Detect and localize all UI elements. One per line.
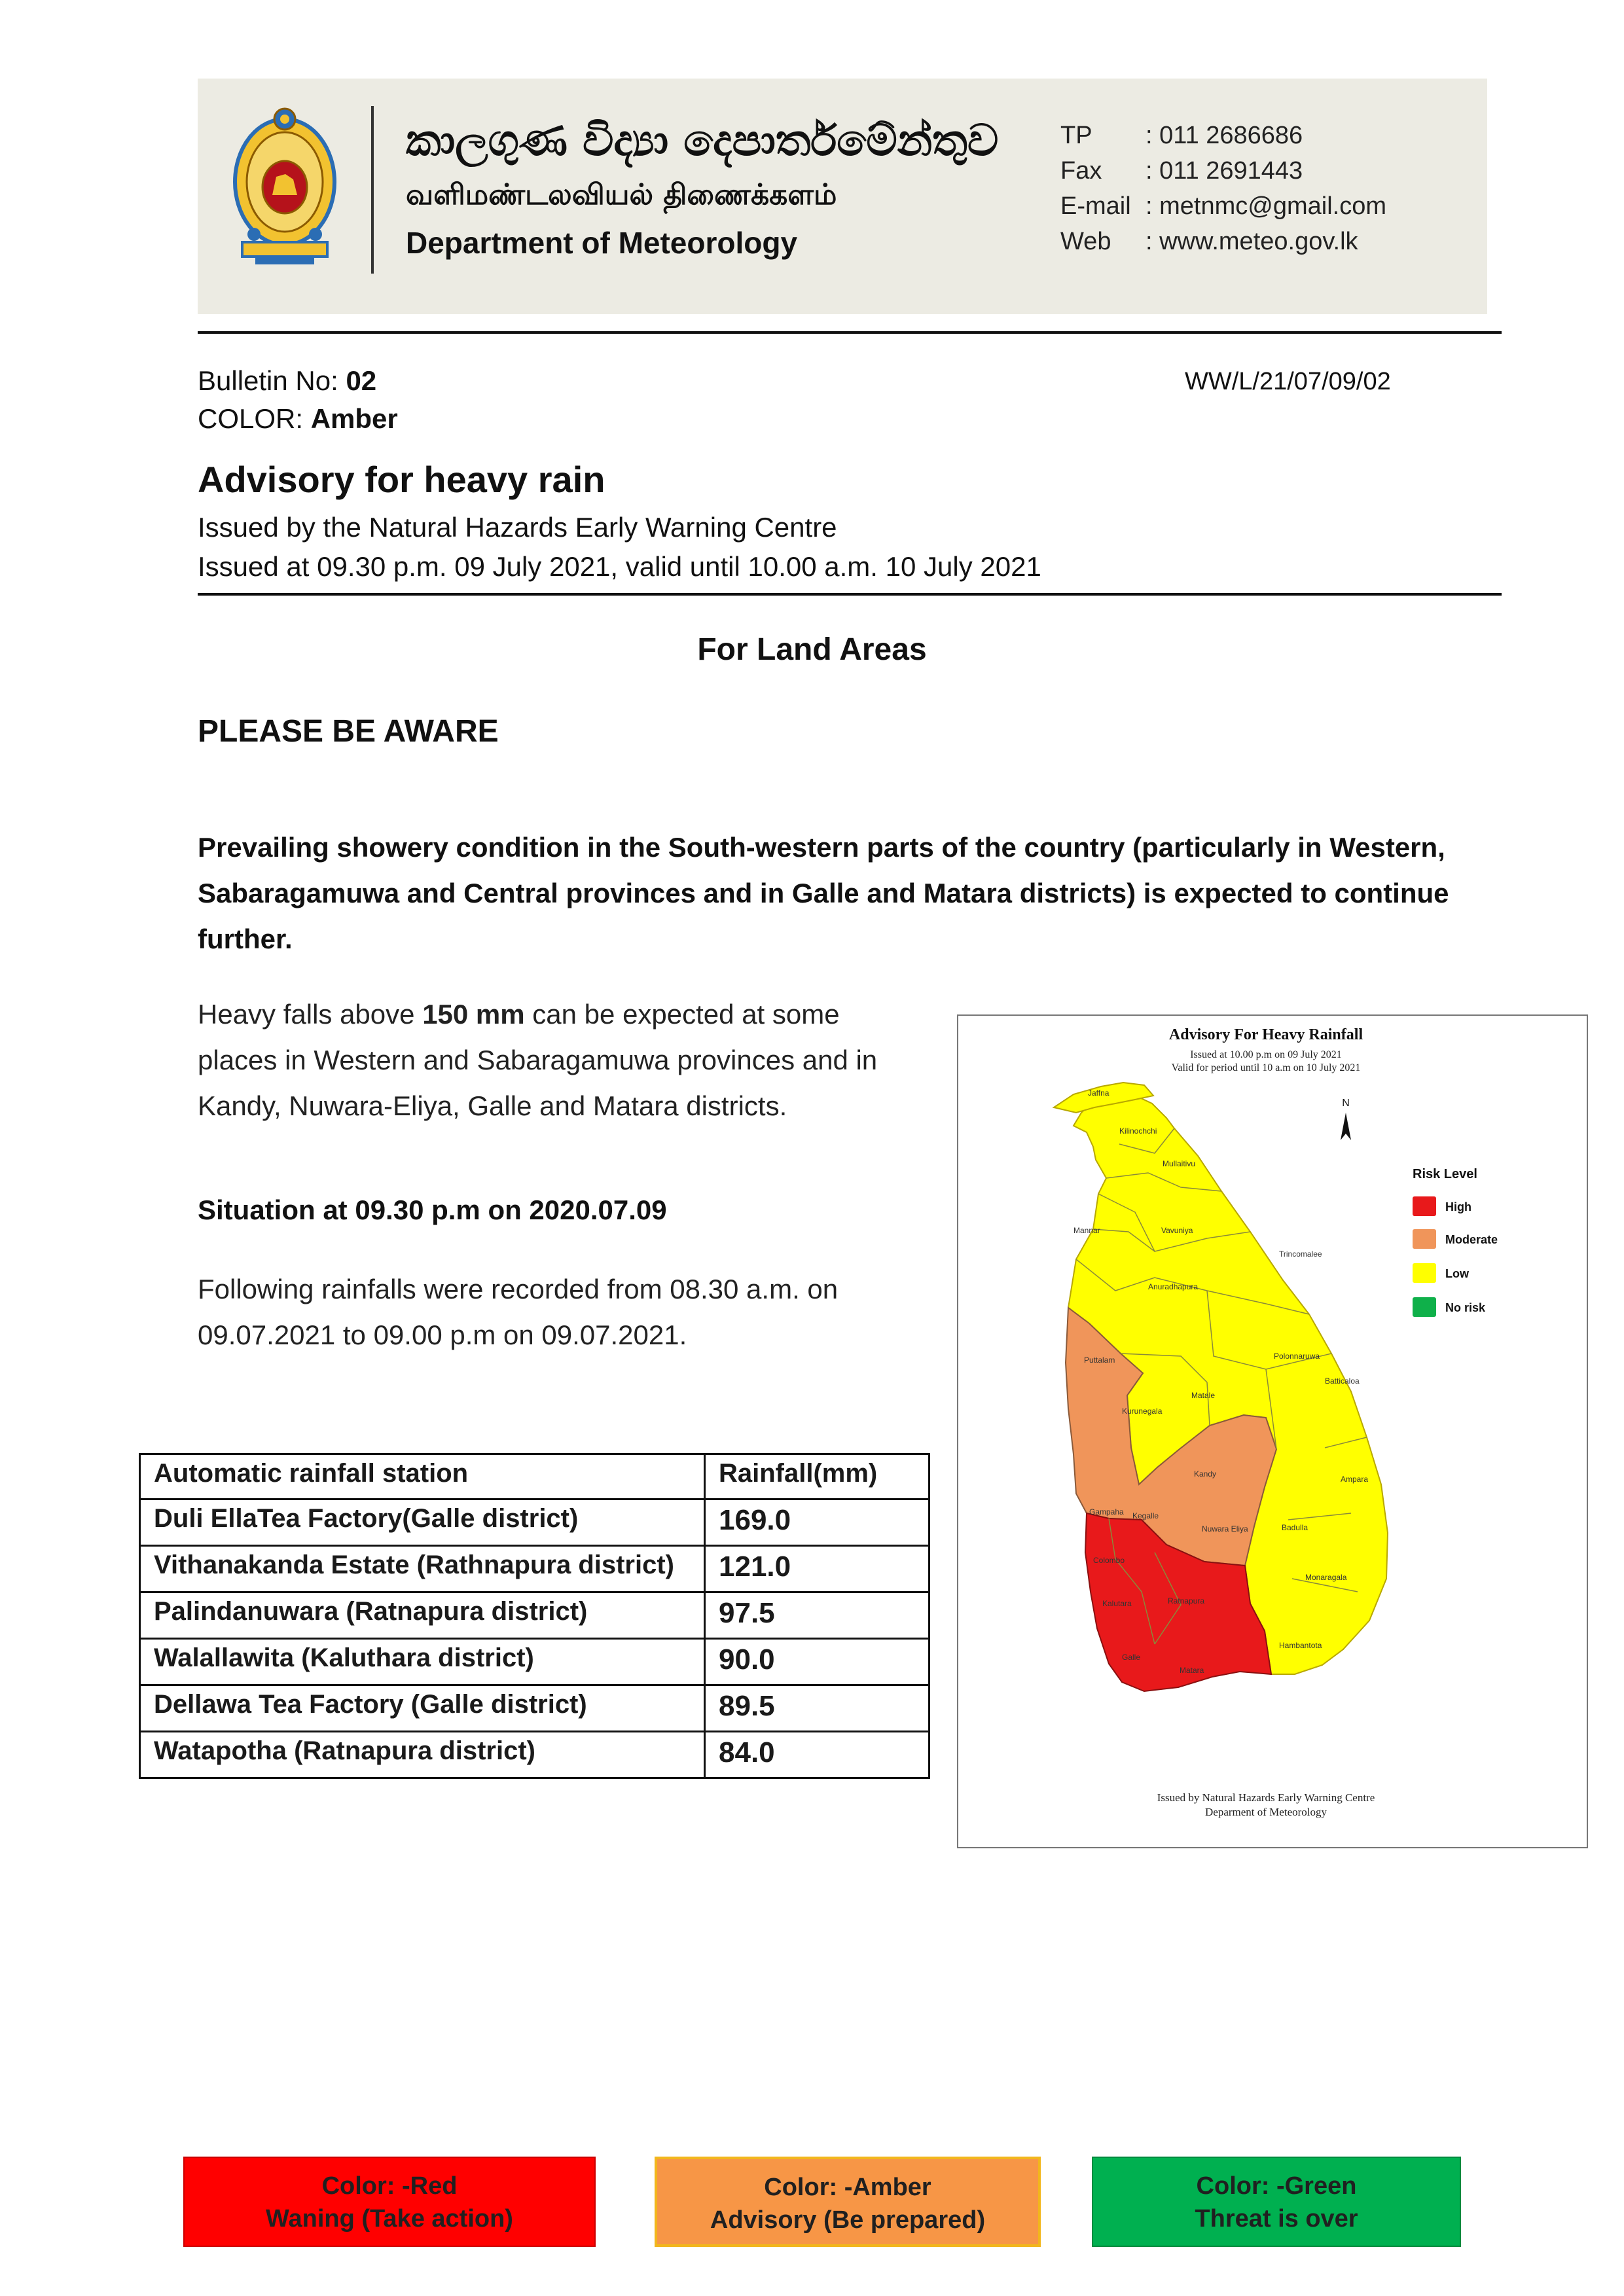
color-code-amber [655, 2157, 1041, 2247]
org-name-sinhala: කාලගුණ විද්‍යා දෙපාර්තමේන්තුව [406, 115, 999, 166]
map-footer-department: Deparment of Meteorology [1205, 1806, 1327, 1818]
issued-at: Issued at 09.30 p.m. 09 July 2021, valid until 10.00 a.m. 10 July 2021 [198, 551, 1041, 582]
district-label: Ampara [1341, 1475, 1369, 1484]
district-label: Matara [1180, 1666, 1204, 1675]
district-label: Gampaha [1089, 1507, 1124, 1516]
legend-label: No risk [1445, 1301, 1486, 1314]
station-cell: Palindanuwara (Ratnapura district) [140, 1592, 705, 1639]
map-footer-issuer: Issued by Natural Hazards Early Warning Centre [1157, 1791, 1375, 1804]
rainfall-table [139, 1453, 930, 1779]
org-name-english: Department of Meteorology [406, 226, 798, 260]
station-cell: Watapotha (Ratnapura district) [140, 1732, 705, 1778]
map-subtitle-issued: Issued at 10.00 p.m on 09 July 2021 [1190, 1049, 1342, 1060]
color-code-red-title: Color: -Red [321, 2172, 458, 2200]
district-label: Hambantota [1279, 1641, 1322, 1650]
station-cell: Duli EllaTea Factory(Galle district) [140, 1499, 705, 1546]
north-label: N [1342, 1098, 1350, 1109]
legend-swatch-no-risk [1413, 1297, 1436, 1317]
district-label: Polonnaruwa [1274, 1352, 1320, 1361]
district-label: Kurunegala [1122, 1407, 1163, 1416]
legend-item-high [1413, 1196, 1471, 1216]
color-code-green [1092, 2157, 1461, 2247]
table-header-row [140, 1454, 929, 1499]
district-label: Kalutara [1102, 1599, 1132, 1608]
recorded-rainfall-text: Following rainfalls were recorded from 08.30 a.m. on 09.07.2021 to 09.00 p.m on 09.07.2021. [198, 1274, 839, 1350]
district-label: Matale [1191, 1391, 1216, 1400]
district-label: Anuradhapura [1148, 1282, 1199, 1291]
color-code-amber-title: Color: -Amber [764, 2174, 931, 2201]
color-code-amber-meaning: Advisory (Be prepared) [710, 2206, 986, 2234]
table-row [140, 1546, 929, 1592]
rainfall-cell: 121.0 [705, 1546, 929, 1592]
contact-email[interactable]: E-mail : metnmc@gmail.com [1060, 192, 1386, 220]
district-label: Jaffna [1088, 1088, 1110, 1098]
district-label: Galle [1122, 1653, 1141, 1662]
station-cell: Dellawa Tea Factory (Galle district) [140, 1685, 705, 1732]
heavy-falls-amount: 150 mm [422, 999, 525, 1030]
column-header-station: Automatic rainfall station [140, 1454, 705, 1499]
contact-web[interactable]: Web : www.meteo.gov.lk [1060, 228, 1358, 255]
table-row [140, 1732, 929, 1778]
district-label: Mullaitivu [1163, 1159, 1196, 1168]
table-row [140, 1685, 929, 1732]
legend-item-low [1413, 1263, 1470, 1283]
legend-title: Risk Level [1413, 1167, 1477, 1181]
color-code-red-meaning: Waning (Take action) [266, 2205, 513, 2233]
legend-swatch-moderate [1413, 1229, 1436, 1249]
advisory-title: Advisory for heavy rain [198, 459, 605, 500]
org-name-tamil: வளிமண்டலவியல் திணைக்களம் [406, 178, 837, 211]
district-label: Batticaloa [1325, 1376, 1360, 1386]
legend-item-moderate [1413, 1229, 1498, 1249]
map-title: Advisory For Heavy Rainfall [1168, 1026, 1363, 1043]
heavy-falls-text: Heavy falls above 150 mm can be expected at some places in Western and Sabaragamuwa provinces and in Kandy, Nuwara-Eliya, Galle and Matara districts. [198, 999, 878, 1121]
column-header-rainfall: Rainfall(mm) [705, 1454, 929, 1499]
station-cell: Vithanakanda Estate (Rathnapura district) [140, 1546, 705, 1592]
header-divider [371, 106, 374, 274]
table-row [140, 1639, 929, 1685]
north-arrow-icon [1341, 1113, 1351, 1140]
title-rule [198, 593, 1502, 596]
rainfall-cell: 89.5 [705, 1685, 929, 1732]
district-label: Kilinochchi [1119, 1126, 1157, 1136]
please-be-aware-heading: PLEASE BE AWARE [198, 714, 499, 749]
issued-by: Issued by the Natural Hazards Early Warning Centre [198, 512, 837, 543]
risk-map-figure [958, 1016, 1587, 1847]
prevailing-condition-text: Prevailing showery condition in the South-western parts of the country (particularly in Western, Sabaragamuwa and Central provinces and in Galle and Matara districts) is expected to continue further. [198, 832, 1449, 954]
rainfall-cell: 84.0 [705, 1732, 929, 1778]
legend-label: High [1445, 1200, 1471, 1213]
table-row [140, 1499, 929, 1546]
color-code-green-title: Color: -Green [1196, 2172, 1357, 2200]
district-label: Badulla [1282, 1523, 1308, 1532]
map-subtitle-valid: Valid for period until 10 a.m on 10 July 2021 [1171, 1062, 1361, 1073]
rainfall-risk-map [957, 1014, 1588, 1848]
legend-label: Moderate [1445, 1233, 1498, 1246]
bulletin-reference: WW/L/21/07/09/02 [1185, 368, 1391, 395]
header-rule [198, 331, 1502, 334]
district-label: Ratnapura [1168, 1596, 1205, 1605]
station-cell: Walallawita (Kaluthara district) [140, 1639, 705, 1685]
table-row [140, 1592, 929, 1639]
district-label: Mannar [1074, 1226, 1100, 1235]
legend-label: Low [1445, 1267, 1469, 1280]
district-label: Nuwara Eliya [1202, 1524, 1248, 1534]
situation-heading: Situation at 09.30 p.m on 2020.07.09 [198, 1194, 667, 1225]
rainfall-cell: 90.0 [705, 1639, 929, 1685]
rainfall-cell: 97.5 [705, 1592, 929, 1639]
district-label: Kandy [1194, 1469, 1217, 1479]
legend-swatch-high [1413, 1196, 1436, 1216]
district-label: Colombo [1093, 1556, 1125, 1565]
bulletin-number: Bulletin No: 02 [198, 365, 377, 396]
district-label: Puttalam [1084, 1355, 1115, 1365]
district-label: Kegalle [1132, 1511, 1159, 1520]
land-areas-heading: For Land Areas [697, 632, 927, 667]
rainfall-cell: 169.0 [705, 1499, 929, 1546]
district-label: Trincomalee [1279, 1249, 1322, 1259]
contact-phone: TP : 011 2686686 [1060, 122, 1303, 149]
legend-swatch-low [1413, 1263, 1436, 1283]
district-label: Monaragala [1305, 1573, 1347, 1582]
district-label: Vavuniya [1161, 1226, 1193, 1235]
color-code-green-meaning: Threat is over [1195, 2205, 1358, 2233]
contact-fax: Fax : 011 2691443 [1060, 157, 1303, 185]
bulletin-color: COLOR: Amber [198, 403, 398, 434]
legend-item-no-risk [1413, 1297, 1486, 1317]
sri-lanka-emblem-icon [229, 103, 340, 271]
color-code-red [183, 2157, 596, 2247]
